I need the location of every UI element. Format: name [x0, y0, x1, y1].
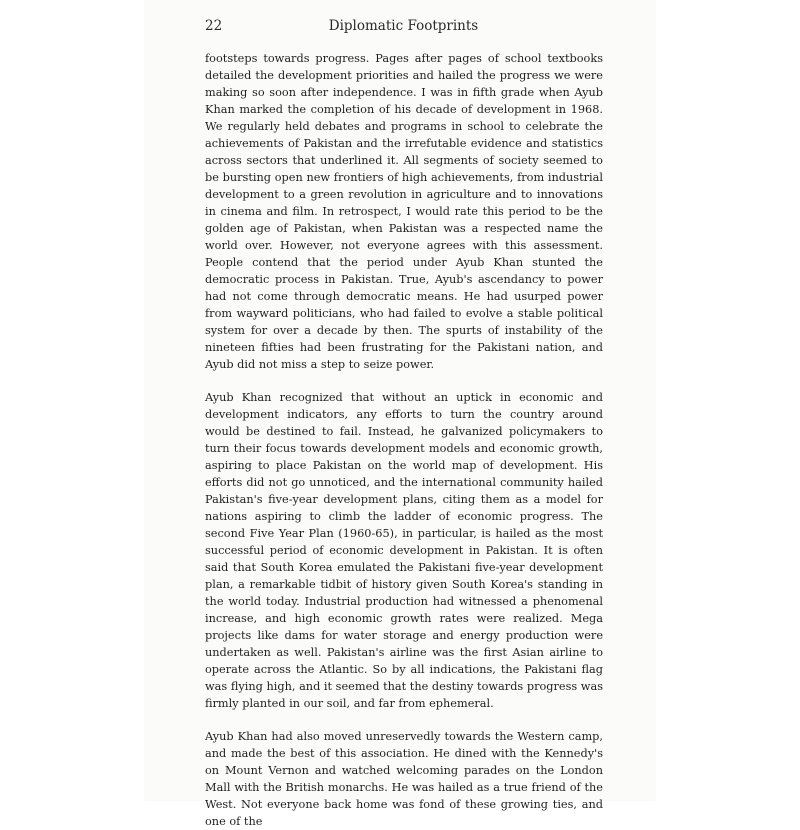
page-number: 22	[205, 18, 223, 34]
body-text	[205, 50, 603, 830]
book-page	[145, 0, 655, 828]
page-header	[205, 18, 602, 44]
paragraph-3: Ayub Khan had also moved unreservedly towards the Western camp, and made the best of this association. He dined with the Kennedy's on Mount Vernon and watched welcoming parades on the London Mall with the British monarchs. He was hailed as a true friend of the West. Not everyone back home was fond of these growing ties, and one of the	[205, 730, 603, 828]
paragraph-2: Ayub Khan recognized that without an uptick in economic and development indicators, any efforts to turn the country around would be destined to fail. Instead, he galvanized policymakers to turn their focus towards development models and economic growth, aspiring to place Pakistan on the world map of development. His efforts did not go unnoticed, and the international community hailed Pakistan's five-year development plans, citing them as a model for nations aspiring to climb the ladder of economic progress. The second Five Year Plan (1960-65), in particular, is hailed as the most successful period of economic development in Pakistan. It is often said that South Korea emulated the Pakistani five-year development plan, a remarkable tidbit of history given South Korea's standing in the world today. Industrial production had witnessed a phenomenal increase, and high economic growth rates were realized. Mega projects like dams for water storage and energy production were undertaken as well. Pakistan's airline was the first Asian airline to operate across the Atlantic. So by all indications, the Pakistani flag was flying high, and it seemed that the destiny towards progress was firmly planted in our soil, and far from ephemeral.	[205, 391, 603, 710]
paragraph-1: footsteps towards progress. Pages after pages of school textbooks detailed the development priorities and hailed the progress we were making so soon after independence. I was in fifth grade when Ayub Khan marked the completion of his decade of development in 1968. We regularly held debates and programs in school to celebrate the achievements of Pakistan and the irrefutable evidence and statistics across sectors that underlined it. All segments of society seemed to be bursting open new frontiers of high achievements, from industrial development to a green revolution in agriculture and to innovations in cinema and film. In retrospect, I would rate this period to be the golden age of Pakistan, when Pakistan was a respected name the world over. However, not everyone agrees with this assessment. People contend that the period under Ayub Khan stunted the democratic process in Pakistan. True, Ayub's ascendancy to power had not come through democratic means. He had usurped power from wayward politicians, who had failed to evolve a stable political system for over a decade by then. The spurts of instability of the nineteen fifties had been frustrating for the Pakistani nation, and Ayub did not miss a step to seize power.	[205, 52, 603, 371]
running-title: Diplomatic Footprints	[328, 18, 479, 34]
